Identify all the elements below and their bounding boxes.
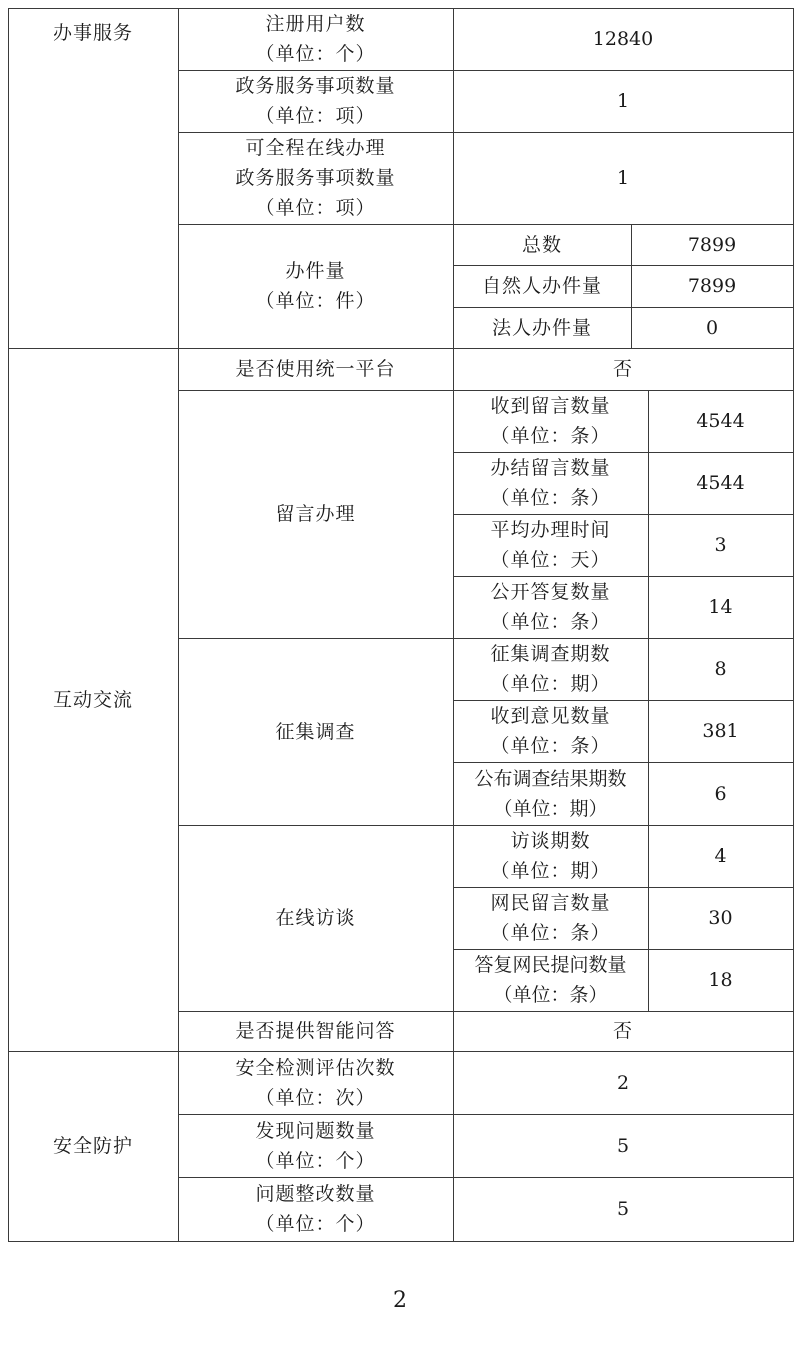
security-fixed-label [178,1177,453,1241]
unit-text: （单位：项） [255,197,376,219]
row-unified-value: 否 [612,358,633,380]
survey-results-value: 6 [714,782,727,805]
table-border-right [793,8,794,1242]
col-sep-3a [631,224,632,348]
messages-public-label [453,576,648,638]
handling-legal-value: 0 [705,316,719,339]
page-number: 2 [393,1288,407,1313]
row-online-items-label [178,132,453,224]
interview-periods-value: 4 [714,845,727,867]
messages-public-value: 14 [708,596,733,618]
messages-received-value: 4544 [696,410,745,432]
section-label-service: 办事服务 [52,22,133,44]
unit-text: （单位：个） [255,1213,376,1235]
row-sep [453,265,793,266]
label-text: 平均办理时间 [490,519,611,541]
security-assessments-label [178,1051,453,1114]
row-smart-qa-value: 否 [612,1020,633,1042]
row-sep [453,762,793,763]
row-unified-label: 是否使用统一平台 [235,358,396,380]
label-text: 公开答复数量 [490,581,611,603]
section-sep-1 [8,348,793,349]
unit-text: （单位：期） [493,797,608,820]
unit-text: （单位：条） [490,425,611,447]
col-sep-1 [178,8,179,1242]
row-sep [178,1177,793,1178]
handling-natural-value: 7899 [687,275,737,297]
unit-text: （单位：条） [490,487,611,509]
unit-text: （单位：件） [255,290,376,312]
row-service-items-value: 1 [616,90,630,112]
handling-total-value: 7899 [687,233,737,256]
group-label-interview: 在线访谈 [275,907,356,929]
row-sep [453,576,793,577]
label-text: 收到意见数量 [490,705,611,727]
row-sep [178,1011,793,1012]
interview-messages-label [453,887,648,949]
label-text: 可全程在线办理 [245,137,386,159]
row-sep [178,390,793,391]
label-text: 政务服务事项数量 [235,167,396,189]
row-sep [453,514,793,515]
unit-text: （单位：条） [490,922,611,944]
security-assessments-value: 2 [616,1071,630,1094]
messages-avg-time-value: 3 [714,534,727,556]
row-sep [178,638,793,639]
row-sep [453,307,793,308]
table-border-bottom [8,1241,793,1242]
unit-text: （单位：个） [255,1149,376,1172]
section-label-interaction: 互动交流 [52,688,133,711]
row-handling-label [178,224,453,348]
label-text: 发现问题数量 [255,1119,376,1142]
survey-periods-value: 8 [714,658,727,680]
unit-text: （单位：天） [490,549,611,571]
messages-avg-time-label [453,514,648,576]
label-text: 公布调查结果期数 [474,767,627,790]
row-online-items-value: 1 [616,167,630,189]
section-label-security: 安全防护 [52,1135,133,1157]
table-border-top [8,8,793,9]
group-label-survey: 征集调查 [275,720,356,743]
group-label-messages: 留言办理 [275,503,356,525]
label-text: 答复网民提问数量 [474,954,627,976]
row-registered-users-value: 12840 [592,28,654,50]
messages-concluded-value: 4544 [696,472,745,494]
handling-natural-label: 自然人办件量 [481,275,602,297]
security-fixed-value: 5 [616,1198,630,1220]
unit-text: （单位：期） [490,860,611,882]
label-text: 问题整改数量 [255,1183,376,1205]
col-sep-2 [453,8,454,1242]
unit-text: （单位：期） [490,673,611,695]
label-text: 办件量 [285,260,346,282]
unit-text: （单位：个） [255,43,376,65]
row-sep [453,949,793,950]
survey-opinions-value: 381 [702,720,739,742]
table-border-left [8,8,9,1242]
label-text: 安全检测评估次数 [235,1056,396,1079]
label-text: 征集调查期数 [490,643,611,665]
row-sep [178,1114,793,1115]
interview-periods-label [453,825,648,887]
row-service-items-label [178,70,453,132]
survey-opinions-label [453,700,648,762]
unit-text: （单位：项） [255,105,376,127]
unit-text: （单位：条） [490,611,611,633]
survey-periods-label [453,638,648,700]
row-sep [178,825,793,826]
handling-total-label: 总数 [521,233,562,256]
row-smart-qa-label: 是否提供智能问答 [235,1020,396,1042]
row-sep [453,887,793,888]
label-text: 访谈期数 [510,830,591,852]
security-issues-label [178,1114,453,1177]
unit-text: （单位：次） [255,1086,376,1109]
row-sep [178,132,793,133]
survey-results-label [453,762,648,825]
interview-answers-value: 18 [708,969,733,991]
interview-answers-label [453,949,648,1011]
unit-text: （单位：条） [490,735,611,757]
messages-concluded-label [453,452,648,514]
row-sep [453,700,793,701]
label-text: 注册用户数 [265,13,366,35]
row-registered-users-label [178,8,453,70]
label-text: 网民留言数量 [490,892,611,914]
row-sep [453,452,793,453]
row-sep [178,70,793,71]
row-sep [178,224,793,225]
label-text: 办结留言数量 [490,457,611,479]
section-sep-2 [8,1051,793,1052]
security-issues-value: 5 [616,1134,630,1157]
handling-legal-label: 法人办件量 [491,316,592,339]
interview-messages-value: 30 [708,907,733,929]
label-text: 政务服务事项数量 [235,75,396,97]
label-text: 收到留言数量 [490,395,611,417]
messages-received-label [453,390,648,452]
unit-text: （单位：条） [493,984,608,1006]
